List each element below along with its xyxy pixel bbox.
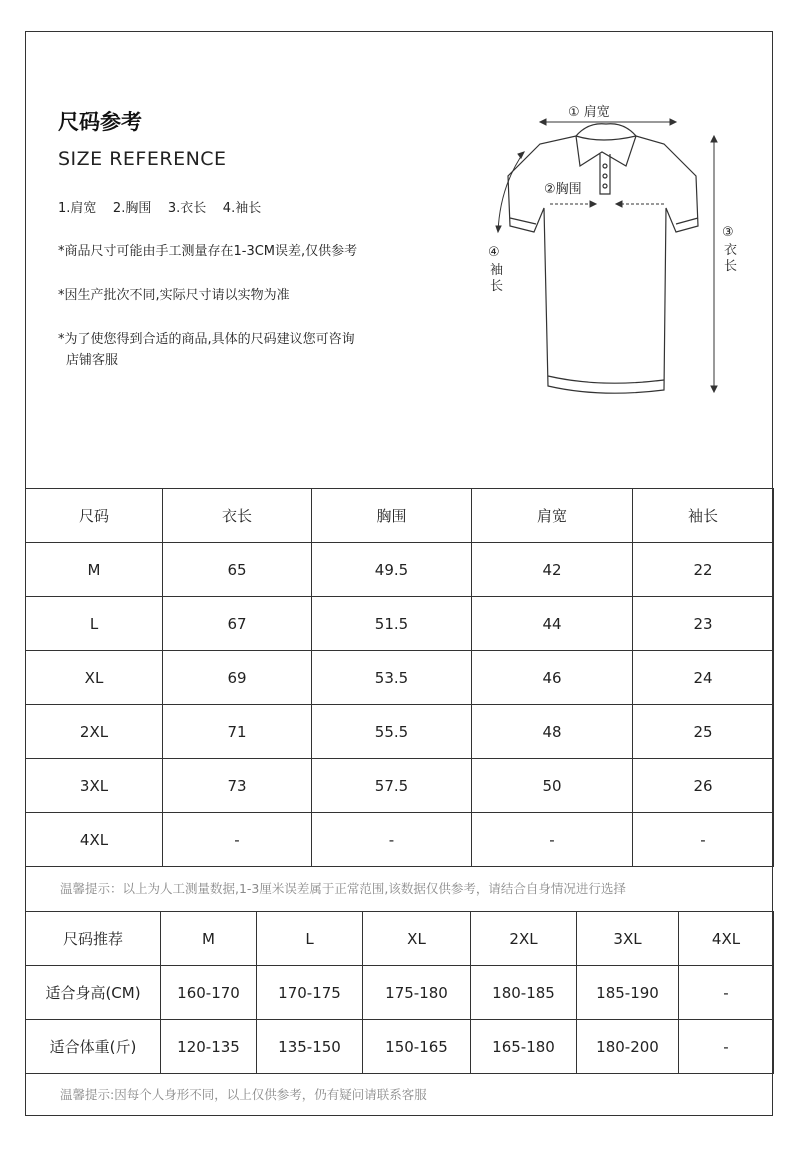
- table-cell: 185-190: [577, 966, 679, 1020]
- table-row: [26, 813, 774, 867]
- note-consult-line2: 店铺客服: [66, 353, 119, 368]
- size-table-header: [26, 489, 774, 543]
- table-cell: 46: [472, 651, 633, 705]
- note-consult-service: [58, 329, 355, 371]
- table-cell: -: [633, 813, 774, 867]
- table-cell: 65: [163, 543, 312, 597]
- sleeve-label-char2: 长: [490, 279, 504, 294]
- table-cell: 69: [163, 651, 312, 705]
- page-subtitle: SIZE REFERENCE: [58, 148, 227, 170]
- measurement-legend: 1.肩宽 2.胸围 3.衣长 4.袖长: [58, 201, 262, 216]
- header-cell: 尺码: [26, 489, 163, 543]
- length-label-char1: 衣: [724, 243, 738, 258]
- header-cell: 3XL: [577, 912, 679, 966]
- table-cell: 48: [472, 705, 633, 759]
- table-cell: -: [679, 1020, 774, 1074]
- table-cell: -: [679, 966, 774, 1020]
- table-cell: 4XL: [26, 813, 163, 867]
- table-cell: 3XL: [26, 759, 163, 813]
- table-cell: M: [26, 543, 163, 597]
- page-title: 尺码参考: [58, 110, 142, 134]
- table-cell: 26: [633, 759, 774, 813]
- table-cell: 适合体重(斤): [26, 1020, 161, 1074]
- size-table: [25, 488, 774, 867]
- table-cell: 120-135: [161, 1020, 257, 1074]
- table-row: [26, 1020, 774, 1074]
- header-cell: L: [257, 912, 363, 966]
- table-cell: 24: [633, 651, 774, 705]
- polo-shirt-icon: [480, 96, 750, 416]
- table-cell: 50: [472, 759, 633, 813]
- table-row: [26, 966, 774, 1020]
- table-cell: 51.5: [312, 597, 472, 651]
- chest-label: ②胸围: [544, 182, 582, 197]
- length-label-char2: 长: [724, 259, 738, 274]
- size-table-tip: 温馨提示：以上为人工测量数据,1-3厘米误差属于正常范围,该数据仅供参考，请结合自身情况进行选择: [25, 867, 773, 911]
- table-cell: 49.5: [312, 543, 472, 597]
- table-cell: -: [163, 813, 312, 867]
- header-cell: 4XL: [679, 912, 774, 966]
- table-cell: 23: [633, 597, 774, 651]
- table-row: [26, 543, 774, 597]
- table-cell: 73: [163, 759, 312, 813]
- table-cell: -: [472, 813, 633, 867]
- table-cell: 53.5: [312, 651, 472, 705]
- table-cell: 71: [163, 705, 312, 759]
- note-consult-line1: *为了使您得到合适的商品,具体的尺码建议您可咨询: [58, 332, 355, 347]
- header-cell: 尺码推荐: [26, 912, 161, 966]
- shoulder-width-label: ① 肩宽: [568, 105, 610, 120]
- note-error-margin: *商品尺寸可能由手工测量存在1-3CM误差,仅供参考: [58, 244, 358, 259]
- table-cell: XL: [26, 651, 163, 705]
- table-row: [26, 651, 774, 705]
- table-cell: 55.5: [312, 705, 472, 759]
- table-cell: 57.5: [312, 759, 472, 813]
- table-cell: 42: [472, 543, 633, 597]
- table-cell: 150-165: [363, 1020, 471, 1074]
- table-row: [26, 759, 774, 813]
- table-cell: 180-200: [577, 1020, 679, 1074]
- table-row: [26, 597, 774, 651]
- sleeve-label-char1: 袖: [490, 263, 504, 278]
- length-label-num: ③: [722, 225, 734, 240]
- table-cell: 2XL: [26, 705, 163, 759]
- header-cell: 2XL: [471, 912, 577, 966]
- recommend-table: [25, 911, 774, 1074]
- table-cell: 180-185: [471, 966, 577, 1020]
- sleeve-label-num: ④: [488, 245, 500, 260]
- note-batch-difference: *因生产批次不同,实际尺寸请以实物为准: [58, 288, 290, 303]
- header-cell: 胸围: [312, 489, 472, 543]
- table-cell: 22: [633, 543, 774, 597]
- header-cell: 肩宽: [472, 489, 633, 543]
- table-cell: 165-180: [471, 1020, 577, 1074]
- recommend-table-header: [26, 912, 774, 966]
- table-cell: 135-150: [257, 1020, 363, 1074]
- table-cell: 25: [633, 705, 774, 759]
- header-cell: M: [161, 912, 257, 966]
- header-cell: XL: [363, 912, 471, 966]
- table-cell: 160-170: [161, 966, 257, 1020]
- table-cell: -: [312, 813, 472, 867]
- table-cell: 44: [472, 597, 633, 651]
- table-cell: 170-175: [257, 966, 363, 1020]
- table-cell: 175-180: [363, 966, 471, 1020]
- recommend-table-tip: 温馨提示:因每个人身形不同，以上仅供参考，仍有疑问请联系客服: [25, 1073, 773, 1116]
- table-row: [26, 705, 774, 759]
- table-cell: L: [26, 597, 163, 651]
- header-cell: 袖长: [633, 489, 774, 543]
- table-cell: 适合身高(CM): [26, 966, 161, 1020]
- table-cell: 67: [163, 597, 312, 651]
- header-cell: 衣长: [163, 489, 312, 543]
